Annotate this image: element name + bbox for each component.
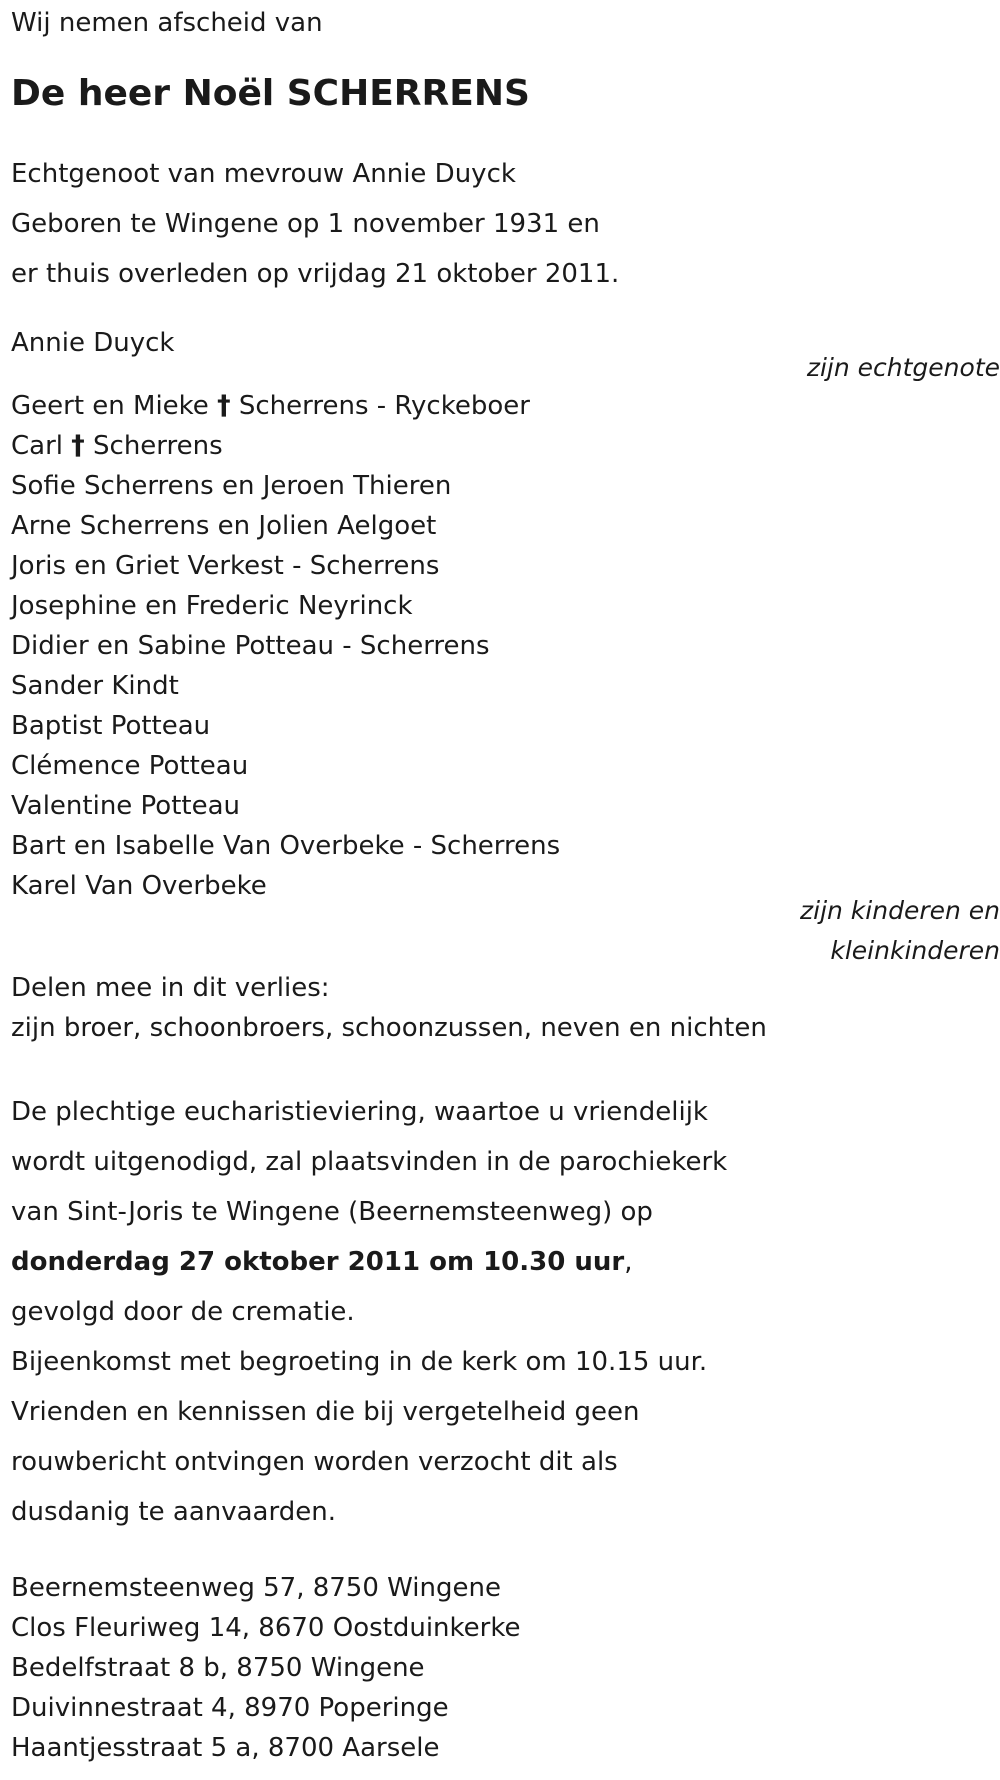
child-name-item [11,706,560,746]
address-line: Duivinnestraat 4, 8970 Poperinge [11,1693,449,1723]
child-name-text: Sander Kindt [11,671,179,701]
ceremony-datetime-line [11,1237,727,1287]
sharing-heading: Delen mee in dit verlies: [11,973,330,1003]
child-name-text: Geert en Mieke [11,391,218,421]
children-role-line: kleinkinderen [830,936,1000,965]
child-name-text: Karel Van Overbeke [11,871,267,901]
child-name-text: Didier en Sabine Potteau - Scherrens [11,631,490,661]
ceremony-line: dusdanig te aanvaarden. [11,1497,336,1527]
child-name-item [11,466,560,506]
child-name-item [11,426,560,466]
child-name-text: Bart en Isabelle Van Overbeke - Scherrens [11,831,561,861]
child-name-item [11,546,560,586]
ceremony-line: Bijeenkomst met begroeting in de kerk om 10.15 uur. [11,1347,708,1377]
child-name-text: Arne Scherrens en Jolien Aelgoet [11,511,437,541]
child-name-text: Clémence Potteau [11,751,249,781]
detail-line: Geboren te Wingene op 1 november 1931 en [11,209,600,239]
child-name-text: Carl [11,431,72,461]
child-name-text: Valentine Potteau [11,791,241,821]
child-name-item [11,826,560,866]
child-name-text: Scherrens [84,431,223,461]
ceremony-line: rouwbericht ontvingen worden verzocht dit als [11,1447,618,1477]
cross-icon: † [71,430,85,461]
address-line: Beernemsteenweg 57, 8750 Wingene [11,1573,501,1603]
children-role [700,891,1000,971]
ceremony-line: Vrienden en kennissen die bij vergetelheid geen [11,1397,640,1427]
deceased-name-heading: De heer Noël SCHERRENS [11,73,530,114]
child-name-text: Scherrens - Ryckeboer [230,391,530,421]
ceremony-line: De plechtige eucharistieviering, waartoe u vriendelijk [11,1097,708,1127]
sharing-text: zijn broer, schoonbroers, schoonzussen, neven en nichten [11,1013,767,1043]
intro-text: Wij nemen afscheid van [11,8,323,38]
child-name-item [11,746,560,786]
child-name-item [11,586,560,626]
child-name-text: Josephine en Frederic Neyrinck [11,591,413,621]
spouse-role: zijn echtgenote [806,353,1000,382]
children-list [11,386,560,906]
cross-icon: † [217,390,231,421]
child-name-item [11,386,560,426]
spouse-name: Annie Duyck [11,328,175,358]
addresses-block [11,1568,520,1768]
child-name-item [11,506,560,546]
details-block [11,149,619,299]
ceremony-line: gevolgd door de crematie. [11,1297,355,1327]
ceremony-line: van Sint-Joris te Wingene (Beernemsteenweg) op [11,1197,653,1227]
child-name-item [11,626,560,666]
address-line: Bedelfstraat 8 b, 8750 Wingene [11,1653,425,1683]
ceremony-block [11,1087,727,1537]
child-name-text: Joris en Griet Verkest - Scherrens [11,551,440,581]
child-name-item [11,666,560,706]
ceremony-line: wordt uitgenodigd, zal plaatsvinden in de parochiekerk [11,1147,728,1177]
address-line: Haantjesstraat 5 a, 8700 Aarsele [11,1733,440,1763]
child-name-text: Baptist Potteau [11,711,211,741]
sharing-block [11,968,767,1048]
address-line: Clos Fleuriweg 14, 8670 Oostduinkerke [11,1613,521,1643]
detail-line: Echtgenoot van mevrouw Annie Duyck [11,159,516,189]
detail-line: er thuis overleden op vrijdag 21 oktober 2011. [11,259,620,289]
children-role-line: zijn kinderen en [800,896,1000,925]
child-name-text: Sofie Scherrens en Jeroen Thieren [11,471,452,501]
ceremony-datetime: donderdag 27 oktober 2011 om 10.30 uur [11,1247,625,1277]
child-name-item [11,866,560,906]
child-name-item [11,786,560,826]
ceremony-datetime-suffix: , [624,1247,633,1277]
